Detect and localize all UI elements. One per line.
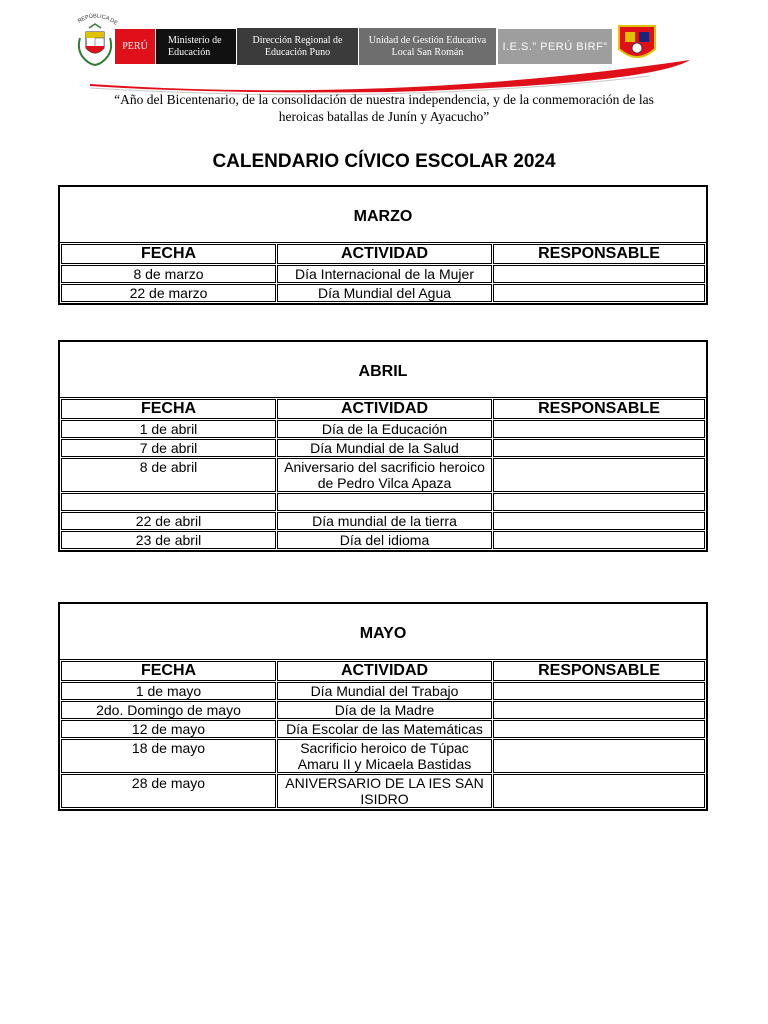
table-row [61,682,705,700]
activity-cell: Día mundial de la tierra [277,512,492,530]
responsible-cell [493,701,705,719]
activity-cell: Día Mundial del Agua [277,284,492,302]
column-header-responsible: RESPONSABLE [493,661,705,681]
date-cell: 28 de mayo [61,774,276,808]
table-row [61,739,705,773]
date-cell: 18 de mayo [61,739,276,773]
activity-cell: Día de la Madre [277,701,492,719]
activity-cell: Sacrificio heroico de Túpac Amaru II y Micaela Bastidas [277,739,492,773]
table-row [61,720,705,738]
table-row [61,531,705,549]
table-row [61,420,705,438]
activity-cell: Día Mundial del Trabajo [277,682,492,700]
regional-directorate-label: Dirección Regional de Educación Puno [237,28,358,65]
table-row [61,512,705,530]
table-row [61,439,705,457]
responsible-cell [493,284,705,302]
activity-cell: Día Internacional de la Mujer [277,265,492,283]
school-label: I.E.S.” PERÚ BIRF” [498,29,612,64]
column-header-activity: ACTIVIDAD [277,244,492,264]
date-cell: 7 de abril [61,439,276,457]
date-cell: 22 de marzo [61,284,276,302]
table-row [61,284,705,302]
activity-cell: Día Escolar de las Matemáticas [277,720,492,738]
responsible-cell [493,682,705,700]
peru-label: PERÚ [115,29,155,64]
date-cell: 2do. Domingo de mayo [61,701,276,719]
month-title: ABRIL [60,342,706,398]
responsible-cell [493,531,705,549]
responsible-cell [493,493,705,511]
activities-table [60,398,706,550]
responsible-cell [493,720,705,738]
column-header-date: FECHA [61,661,276,681]
date-cell: 23 de abril [61,531,276,549]
ministry-label: Ministerio de Educación [156,29,236,64]
month-table-april [58,340,708,552]
month-table-may [58,602,708,811]
responsible-cell [493,439,705,457]
activity-cell: Día del idioma [277,531,492,549]
table-row [61,458,705,492]
activity-cell [277,493,492,511]
activity-cell: Aniversario del sacrificio heroico de Pedro Vilca Apaza [277,458,492,492]
column-header-date: FECHA [61,399,276,419]
column-header-date: FECHA [61,244,276,264]
table-row [61,701,705,719]
responsible-cell [493,265,705,283]
month-table-march [58,185,708,305]
activities-table [60,243,706,303]
date-cell: 8 de abril [61,458,276,492]
column-header-responsible: RESPONSABLE [493,244,705,264]
page-title: CALENDARIO CÍVICO ESCOLAR 2024 [212,151,556,172]
month-title: MARZO [60,187,706,243]
responsible-cell [493,458,705,492]
responsible-cell [493,420,705,438]
activity-cell: ANIVERSARIO DE LA IES SAN ISIDRO [277,774,492,808]
responsible-cell [493,739,705,773]
column-header-activity: ACTIVIDAD [277,399,492,419]
ugel-label: Unidad de Gestión Educativa Local San Román [359,28,496,65]
year-motto: “Año del Bicentenario, de la consolidación de nuestra independencia, y de la conmemoración de las heroicas batallas de Junín y Ayacucho” [114,92,654,124]
date-cell: 22 de abril [61,512,276,530]
activities-table [60,660,706,809]
activity-cell: Día Mundial de la Salud [277,439,492,457]
table-row [61,493,705,511]
responsible-cell [493,512,705,530]
column-header-responsible: RESPONSABLE [493,399,705,419]
svg-text:REPÚBLICA DEL PERÚ: REPÚBLICA DE [77,13,119,26]
date-cell: 12 de mayo [61,720,276,738]
activity-cell: Día de la Educación [277,420,492,438]
date-cell: 1 de mayo [61,682,276,700]
letterhead [70,13,700,86]
date-cell [61,493,276,511]
table-row [61,774,705,808]
date-cell: 1 de abril [61,420,276,438]
month-title: MAYO [60,604,706,660]
date-cell: 8 de marzo [61,265,276,283]
responsible-cell [493,774,705,808]
table-row [61,265,705,283]
column-header-activity: ACTIVIDAD [277,661,492,681]
seal-text-arc [70,12,122,26]
